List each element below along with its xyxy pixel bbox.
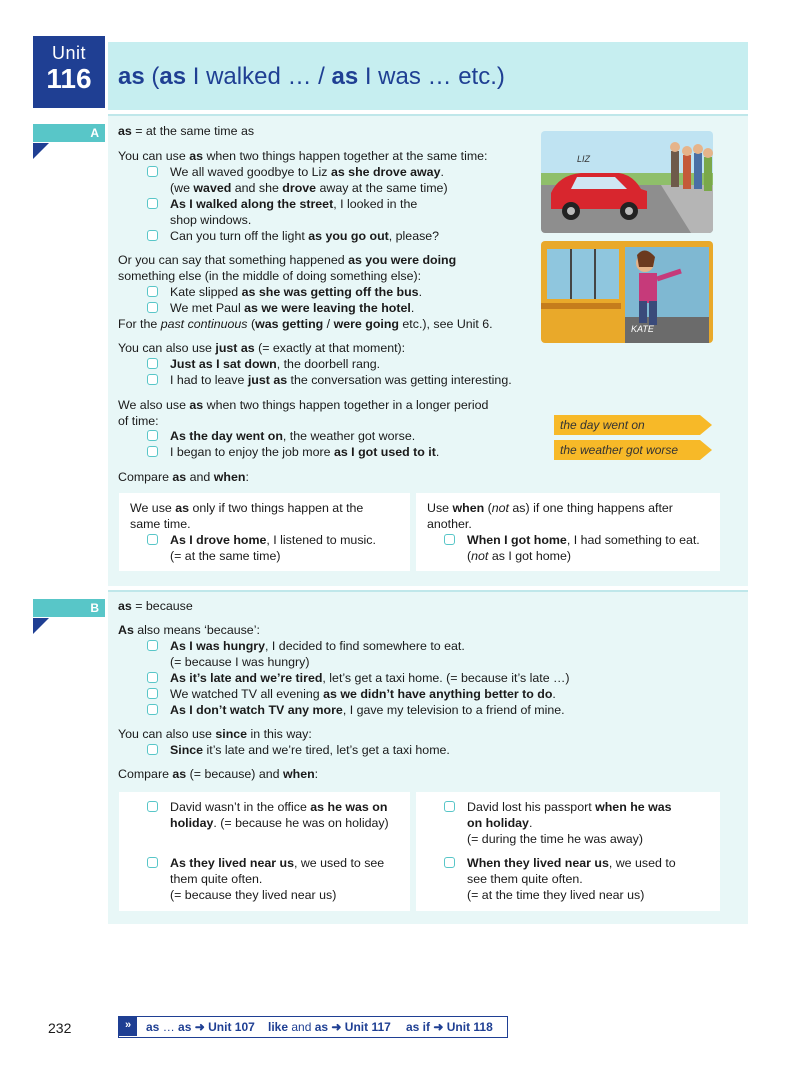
compare-text: same time.	[130, 517, 191, 531]
example-line: When they lived near us, we used to	[467, 856, 676, 870]
example-line: see them quite often.	[467, 872, 583, 886]
section-b-tab: B	[33, 599, 105, 617]
example-line: (we waved and she drove away at the same time)	[170, 181, 448, 195]
cross-reference-bar	[118, 1016, 508, 1038]
section-a-para-4: You can also use just as (= exactly at that moment):	[118, 341, 406, 355]
liz-label: LIZ	[577, 154, 591, 164]
section-b-definition: as = because	[118, 599, 193, 613]
section-a-para-6: Compare as and when:	[118, 470, 249, 484]
page-number: 232	[48, 1020, 72, 1036]
example-line: We all waved goodbye to Liz as she drove away.	[170, 165, 444, 179]
section-b-para-3: Compare as (= because) and when:	[118, 767, 319, 781]
example-line: As the day went on, the weather got worse.	[170, 429, 416, 443]
bullet-icon	[147, 857, 158, 868]
section-b-corner	[33, 618, 49, 634]
bullet-icon	[444, 534, 455, 545]
bullet-icon	[147, 358, 158, 369]
example-line: Kate slipped as she was getting off the bus.	[170, 285, 423, 299]
example-line: (= at the same time)	[170, 549, 281, 563]
compare-text: We use as only if two things happen at the	[130, 501, 364, 515]
bullet-icon	[147, 430, 158, 441]
tag-weather-got-worse: the weather got worse	[554, 440, 712, 460]
bus-illustration	[541, 241, 713, 343]
bullet-icon	[147, 704, 158, 715]
section-a-tab: A	[33, 124, 105, 142]
section-a-para-5: We also use as when two things happen together in a longer period	[118, 398, 489, 412]
bullet-icon	[147, 302, 158, 313]
example-line: (= because they lived near us)	[170, 888, 337, 902]
unit-badge	[33, 36, 105, 108]
section-b-para-1: As also means ‘because’:	[118, 623, 260, 637]
example-line: As they lived near us, we used to see	[170, 856, 385, 870]
bullet-icon	[147, 640, 158, 651]
bullet-icon	[147, 198, 158, 209]
example-line: shop windows.	[170, 213, 252, 227]
compare-text: another.	[427, 517, 472, 531]
bullet-icon	[147, 744, 158, 755]
example-line: (not as I got home)	[467, 549, 572, 563]
section-a-para-2b: something else (in the middle of doing something else):	[118, 269, 422, 283]
section-a-corner	[33, 143, 49, 159]
section-a-para-3: For the past continuous (was getting / were going etc.), see Unit 6.	[118, 317, 493, 331]
section-b-para-2: You can also use since in this way:	[118, 727, 312, 741]
example-line: I had to leave just as the conversation was getting interesting.	[170, 373, 512, 387]
example-line: David wasn’t in the office as he was on	[170, 800, 388, 814]
example-line: As I walked along the street, I looked in the	[170, 197, 418, 211]
example-line: We met Paul as we were leaving the hotel.	[170, 301, 415, 315]
double-chevron-icon: »	[119, 1017, 137, 1036]
example-line: When I got home, I had something to eat.	[467, 533, 700, 547]
bullet-icon	[444, 857, 455, 868]
section-a-para-2: Or you can say that something happened as you were doing	[118, 253, 457, 267]
section-a-definition: as = at the same time as	[118, 124, 255, 138]
example-line: Since it’s late and we’re tired, let’s get a taxi home.	[170, 743, 450, 757]
example-line: (= during the time he was away)	[467, 832, 643, 846]
xref-unit-107[interactable]: as … as ➜ Unit 107	[146, 1020, 255, 1034]
section-a-para-5b: of time:	[118, 414, 159, 428]
bullet-icon	[147, 446, 158, 457]
example-line: David lost his passport when he was	[467, 800, 672, 814]
bullet-icon	[147, 230, 158, 241]
page-title: as (as I walked … / as I was … etc.)	[118, 63, 505, 90]
bullet-icon	[147, 286, 158, 297]
kate-label: KATE	[631, 324, 654, 334]
example-line: I began to enjoy the job more as I got used to it.	[170, 445, 440, 459]
example-line: them quite often.	[170, 872, 263, 886]
example-line: As I don’t watch TV any more, I gave my television to a friend of mine.	[170, 703, 565, 717]
bullet-icon	[147, 688, 158, 699]
unit-word: Unit	[51, 43, 86, 63]
bullet-icon	[147, 672, 158, 683]
example-line: (= at the time they lived near us)	[467, 888, 645, 902]
example-line: Can you turn off the light as you go out, please?	[170, 229, 440, 243]
xref-unit-118[interactable]: as if ➜ Unit 118	[406, 1020, 493, 1034]
example-line: (= because I was hungry)	[170, 655, 310, 669]
tag-day-went-on: the day went on	[554, 415, 712, 435]
example-line: As I was hungry, I decided to find somewhere to eat.	[170, 639, 465, 653]
compare-text: Use when (not as) if one thing happens after	[427, 501, 673, 515]
bullet-icon	[444, 801, 455, 812]
example-line: Just as I sat down, the doorbell rang.	[170, 357, 381, 371]
bullet-icon	[147, 166, 158, 177]
example-line: holiday. (= because he was on holiday)	[170, 816, 389, 830]
xref-unit-117[interactable]: like and as ➜ Unit 117	[268, 1020, 391, 1034]
example-line: As I drove home, I listened to music.	[170, 533, 376, 547]
car-illustration	[541, 131, 713, 233]
section-a-para-1: You can use as when two things happen together at the same time:	[118, 149, 488, 163]
example-line: We watched TV all evening as we didn’t have anything better to do.	[170, 687, 556, 701]
bullet-icon	[147, 534, 158, 545]
example-line: on holiday.	[467, 816, 533, 830]
unit-number: 116	[46, 63, 92, 94]
example-line: As it’s late and we’re tired, let’s get a taxi home. (= because it’s late …)	[170, 671, 570, 685]
bullet-icon	[147, 374, 158, 385]
bullet-icon	[147, 801, 158, 812]
